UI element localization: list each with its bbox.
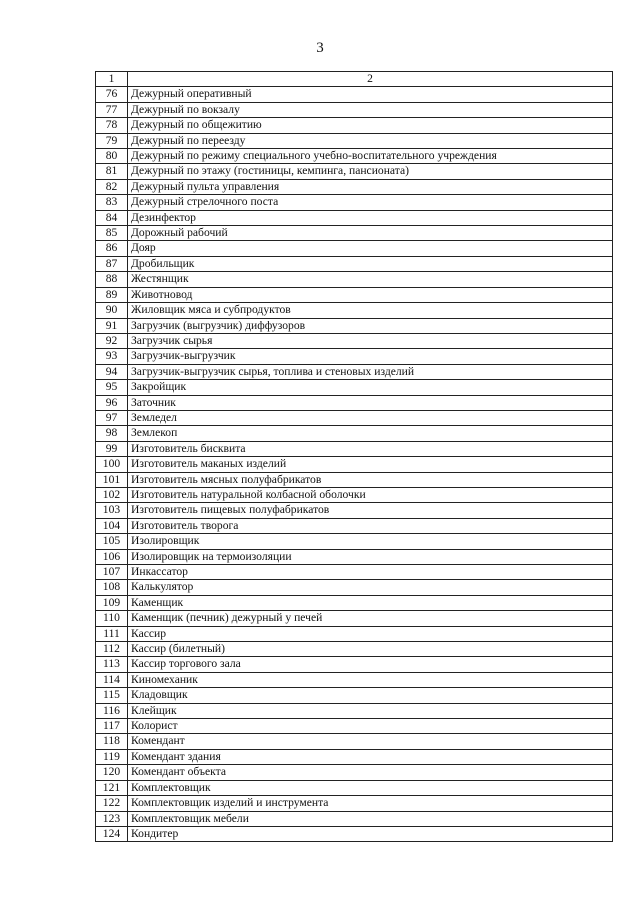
row-number: 113 (96, 657, 128, 672)
table-body (96, 72, 613, 842)
profession-name: Жиловщик мяса и субпродуктов (128, 303, 613, 318)
table-row (96, 765, 613, 780)
profession-name: Изготовитель бисквита (128, 441, 613, 456)
profession-name: Изготовитель натуральной колбасной оболочки (128, 487, 613, 502)
row-number: 84 (96, 210, 128, 225)
table-row (96, 487, 613, 502)
row-number: 102 (96, 487, 128, 502)
table-row (96, 241, 613, 256)
profession-name: Комплектовщик (128, 780, 613, 795)
row-number: 78 (96, 118, 128, 133)
row-number: 83 (96, 195, 128, 210)
table-row (96, 87, 613, 102)
row-number: 119 (96, 749, 128, 764)
profession-name: Комендант объекта (128, 765, 613, 780)
profession-name: Изготовитель мясных полуфабрикатов (128, 472, 613, 487)
row-number: 106 (96, 549, 128, 564)
profession-name: Животновод (128, 287, 613, 302)
table-row (96, 749, 613, 764)
row-number: 89 (96, 287, 128, 302)
row-number: 103 (96, 503, 128, 518)
profession-name: Изготовитель пищевых полуфабрикатов (128, 503, 613, 518)
table-row (96, 303, 613, 318)
row-number: 124 (96, 826, 128, 841)
table-row (96, 333, 613, 348)
table-row (96, 826, 613, 841)
table-row (96, 518, 613, 533)
table-row (96, 179, 613, 194)
table-row (96, 565, 613, 580)
table-row (96, 580, 613, 595)
profession-name: Колорист (128, 719, 613, 734)
row-number: 121 (96, 780, 128, 795)
profession-name: Изолировщик (128, 534, 613, 549)
table-row (96, 118, 613, 133)
row-number: 82 (96, 179, 128, 194)
profession-name: Дежурный пульта управления (128, 179, 613, 194)
table-row (96, 410, 613, 425)
row-number: 118 (96, 734, 128, 749)
profession-name: Инкассатор (128, 565, 613, 580)
row-number: 90 (96, 303, 128, 318)
row-number: 123 (96, 811, 128, 826)
row-number: 112 (96, 642, 128, 657)
table-row (96, 380, 613, 395)
header-col-1: 1 (96, 72, 128, 87)
row-number: 80 (96, 149, 128, 164)
profession-name: Загрузчик (выгрузчик) диффузоров (128, 318, 613, 333)
table-row (96, 272, 613, 287)
profession-name: Клейщик (128, 703, 613, 718)
table-row (96, 195, 613, 210)
profession-name: Комендант здания (128, 749, 613, 764)
profession-name: Изолировщик на термоизоляции (128, 549, 613, 564)
row-number: 76 (96, 87, 128, 102)
row-number: 100 (96, 457, 128, 472)
table-row (96, 364, 613, 379)
table-row (96, 780, 613, 795)
table-row (96, 210, 613, 225)
row-number: 96 (96, 395, 128, 410)
profession-name: Дояр (128, 241, 613, 256)
row-number: 87 (96, 256, 128, 271)
profession-name: Жестянщик (128, 272, 613, 287)
profession-name: Киномеханик (128, 672, 613, 687)
row-number: 86 (96, 241, 128, 256)
row-number: 114 (96, 672, 128, 687)
profession-name: Дробильщик (128, 256, 613, 271)
row-number: 91 (96, 318, 128, 333)
table-row (96, 611, 613, 626)
row-number: 92 (96, 333, 128, 348)
page-number: 3 (316, 40, 324, 56)
header-col-2: 2 (128, 72, 613, 87)
profession-name: Комендант (128, 734, 613, 749)
profession-name: Дежурный по общежитию (128, 118, 613, 133)
profession-name: Кондитер (128, 826, 613, 841)
table-row (96, 472, 613, 487)
profession-name: Дежурный по режиму специального учебно-воспитательного учреждения (128, 149, 613, 164)
row-number: 88 (96, 272, 128, 287)
row-number: 107 (96, 565, 128, 580)
profession-name: Загрузчик-выгрузчик (128, 349, 613, 364)
profession-name: Загрузчик-выгрузчик сырья, топлива и стеновых изделий (128, 364, 613, 379)
table-row (96, 287, 613, 302)
profession-name: Дежурный оперативный (128, 87, 613, 102)
profession-name: Дежурный стрелочного поста (128, 195, 613, 210)
row-number: 115 (96, 688, 128, 703)
row-number: 111 (96, 626, 128, 641)
table-row (96, 503, 613, 518)
table-row (96, 642, 613, 657)
table-row (96, 811, 613, 826)
row-number: 94 (96, 364, 128, 379)
table-row (96, 457, 613, 472)
row-number: 109 (96, 595, 128, 610)
profession-name: Изготовитель творога (128, 518, 613, 533)
table-row (96, 164, 613, 179)
profession-name: Изготовитель маканых изделий (128, 457, 613, 472)
row-number: 101 (96, 472, 128, 487)
table-row (96, 395, 613, 410)
profession-name: Заточник (128, 395, 613, 410)
row-number: 108 (96, 580, 128, 595)
row-number: 104 (96, 518, 128, 533)
profession-name: Комплектовщик мебели (128, 811, 613, 826)
table-row (96, 595, 613, 610)
table-row (96, 626, 613, 641)
profession-name: Дежурный по вокзалу (128, 102, 613, 117)
row-number: 110 (96, 611, 128, 626)
row-number: 81 (96, 164, 128, 179)
profession-name: Дежурный по этажу (гостиницы, кемпинга, пансионата) (128, 164, 613, 179)
profession-name: Дежурный по переезду (128, 133, 613, 148)
table-row (96, 703, 613, 718)
row-number: 120 (96, 765, 128, 780)
row-number: 98 (96, 426, 128, 441)
row-number: 105 (96, 534, 128, 549)
table-row (96, 133, 613, 148)
row-number: 99 (96, 441, 128, 456)
row-number: 116 (96, 703, 128, 718)
table-row (96, 549, 613, 564)
table-row (96, 426, 613, 441)
profession-name: Комплектовщик изделий и инструмента (128, 796, 613, 811)
table-row (96, 657, 613, 672)
table-row (96, 102, 613, 117)
table-row (96, 796, 613, 811)
row-number: 79 (96, 133, 128, 148)
row-number: 122 (96, 796, 128, 811)
profession-name: Каменщик (128, 595, 613, 610)
profession-name: Закройщик (128, 380, 613, 395)
table-row (96, 734, 613, 749)
row-number: 85 (96, 226, 128, 241)
table-row (96, 149, 613, 164)
profession-name: Кассир (128, 626, 613, 641)
table-row (96, 441, 613, 456)
profession-name: Земледел (128, 410, 613, 425)
table-row (96, 672, 613, 687)
profession-table (95, 71, 613, 842)
profession-name: Загрузчик сырья (128, 333, 613, 348)
table-row (96, 349, 613, 364)
profession-name: Землекоп (128, 426, 613, 441)
row-number: 93 (96, 349, 128, 364)
row-number: 117 (96, 719, 128, 734)
row-number: 97 (96, 410, 128, 425)
table-row (96, 688, 613, 703)
profession-name: Кладовщик (128, 688, 613, 703)
table-header-row (96, 72, 613, 87)
row-number: 77 (96, 102, 128, 117)
profession-name: Каменщик (печник) дежурный у печей (128, 611, 613, 626)
table-row (96, 318, 613, 333)
profession-name: Дезинфектор (128, 210, 613, 225)
profession-name: Дорожный рабочий (128, 226, 613, 241)
table-row (96, 226, 613, 241)
table-row (96, 719, 613, 734)
profession-name: Калькулятор (128, 580, 613, 595)
row-number: 95 (96, 380, 128, 395)
profession-name: Кассир (билетный) (128, 642, 613, 657)
table-row (96, 256, 613, 271)
profession-name: Кассир торгового зала (128, 657, 613, 672)
table-row (96, 534, 613, 549)
